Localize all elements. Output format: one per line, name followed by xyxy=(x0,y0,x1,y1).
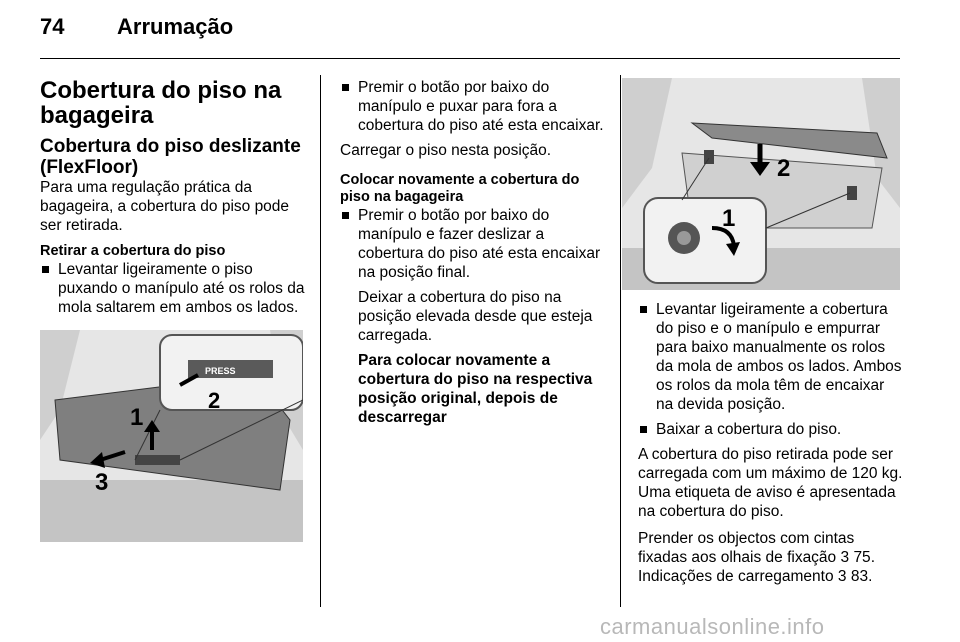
bullet-square-icon xyxy=(42,266,49,273)
bullet-square-icon xyxy=(640,426,647,433)
page-number: 74 xyxy=(40,14,65,39)
bullet-square-icon xyxy=(640,306,647,313)
paragraph-references: Prender os objectos com cintas fixadas aos olhais de fixação 3 75. Indicações de carregamento 3 83. xyxy=(638,530,875,585)
press-label: PRESS xyxy=(205,366,236,376)
bullet-square-icon xyxy=(342,84,349,91)
page-reference[interactable]: 83 xyxy=(850,568,869,585)
column-divider-1 xyxy=(320,75,321,607)
bullet-square-icon xyxy=(342,212,349,219)
list-item xyxy=(638,420,904,439)
bullet-text: Premir o botão por baixo do manípulo e puxar para fora a cobertura do piso até esta encaixar. xyxy=(358,79,604,134)
figure-label-2: 2 xyxy=(208,388,221,413)
bullet-text: Levantar ligeiramente a cobertura do piso e o manípulo e empurrar para baixo manualmente os rolos da mola de ambos os lados. Ambos os rolos da mola têm de encaixar na devida posição. xyxy=(656,301,902,413)
figure-label-2: 2 xyxy=(777,155,791,182)
bold-note: Para colocar novamente a cobertura do piso na respectiva posição original, depois de descarregar xyxy=(358,352,593,426)
subsection-title: Cobertura do piso deslizante (FlexFloor) xyxy=(40,136,301,178)
list-item xyxy=(638,300,904,414)
bullet-text: Levantar ligeiramente o piso puxando o manípulo até os rolos da mola saltarem em ambos os lados. xyxy=(58,261,305,316)
paragraph: A cobertura do piso retirada pode ser carregada com um máximo de 120 kg. Uma etiqueta de aviso é apresentada na cobertura do piso. xyxy=(638,446,903,520)
watermark: carmanualsonline.info xyxy=(600,614,825,639)
figure-label-3: 3 xyxy=(95,469,109,496)
page-reference-icon: 3 xyxy=(840,549,850,566)
column-1 xyxy=(40,68,310,323)
bullet-text: Baixar a cobertura do piso. xyxy=(656,421,842,438)
column-3 xyxy=(638,300,904,594)
figure-label-1: 1 xyxy=(722,205,736,232)
header-rule xyxy=(40,58,900,59)
list-item xyxy=(340,206,608,282)
column-2 xyxy=(340,78,608,435)
figure-label-1: 1 xyxy=(130,404,144,431)
page-reference[interactable]: 75 xyxy=(853,549,871,566)
remove-heading: Retirar a cobertura do piso xyxy=(40,243,226,259)
trunk-figure-2 xyxy=(622,78,900,290)
trunk-illustration-2 xyxy=(622,78,900,290)
replace-heading: Colocar novamente a cobertura do piso na bagageira xyxy=(340,172,580,205)
bullet-text: Premir o botão por baixo do manípulo e fazer deslizar a cobertura do piso até esta encaixar na posição final. xyxy=(358,207,601,281)
column-divider-2 xyxy=(620,75,621,607)
list-item xyxy=(340,78,608,135)
page-reference-icon: 3 xyxy=(837,568,847,585)
load-text: Carregar o piso nesta posição. xyxy=(340,142,552,159)
section-title: Cobertura do piso na bagageira xyxy=(40,77,282,129)
paragraph: Deixar a cobertura do piso na posição elevada desde que esteja carregada. xyxy=(358,289,593,344)
trunk-illustration-1 xyxy=(40,330,303,542)
trunk-figure-1 xyxy=(40,330,303,542)
intro-text: Para uma regulação prática da bagageira, a cobertura do piso pode ser retirada. xyxy=(40,179,290,234)
page-header xyxy=(0,0,960,60)
page-title: Arrumação xyxy=(117,14,234,39)
list-item xyxy=(40,260,310,317)
